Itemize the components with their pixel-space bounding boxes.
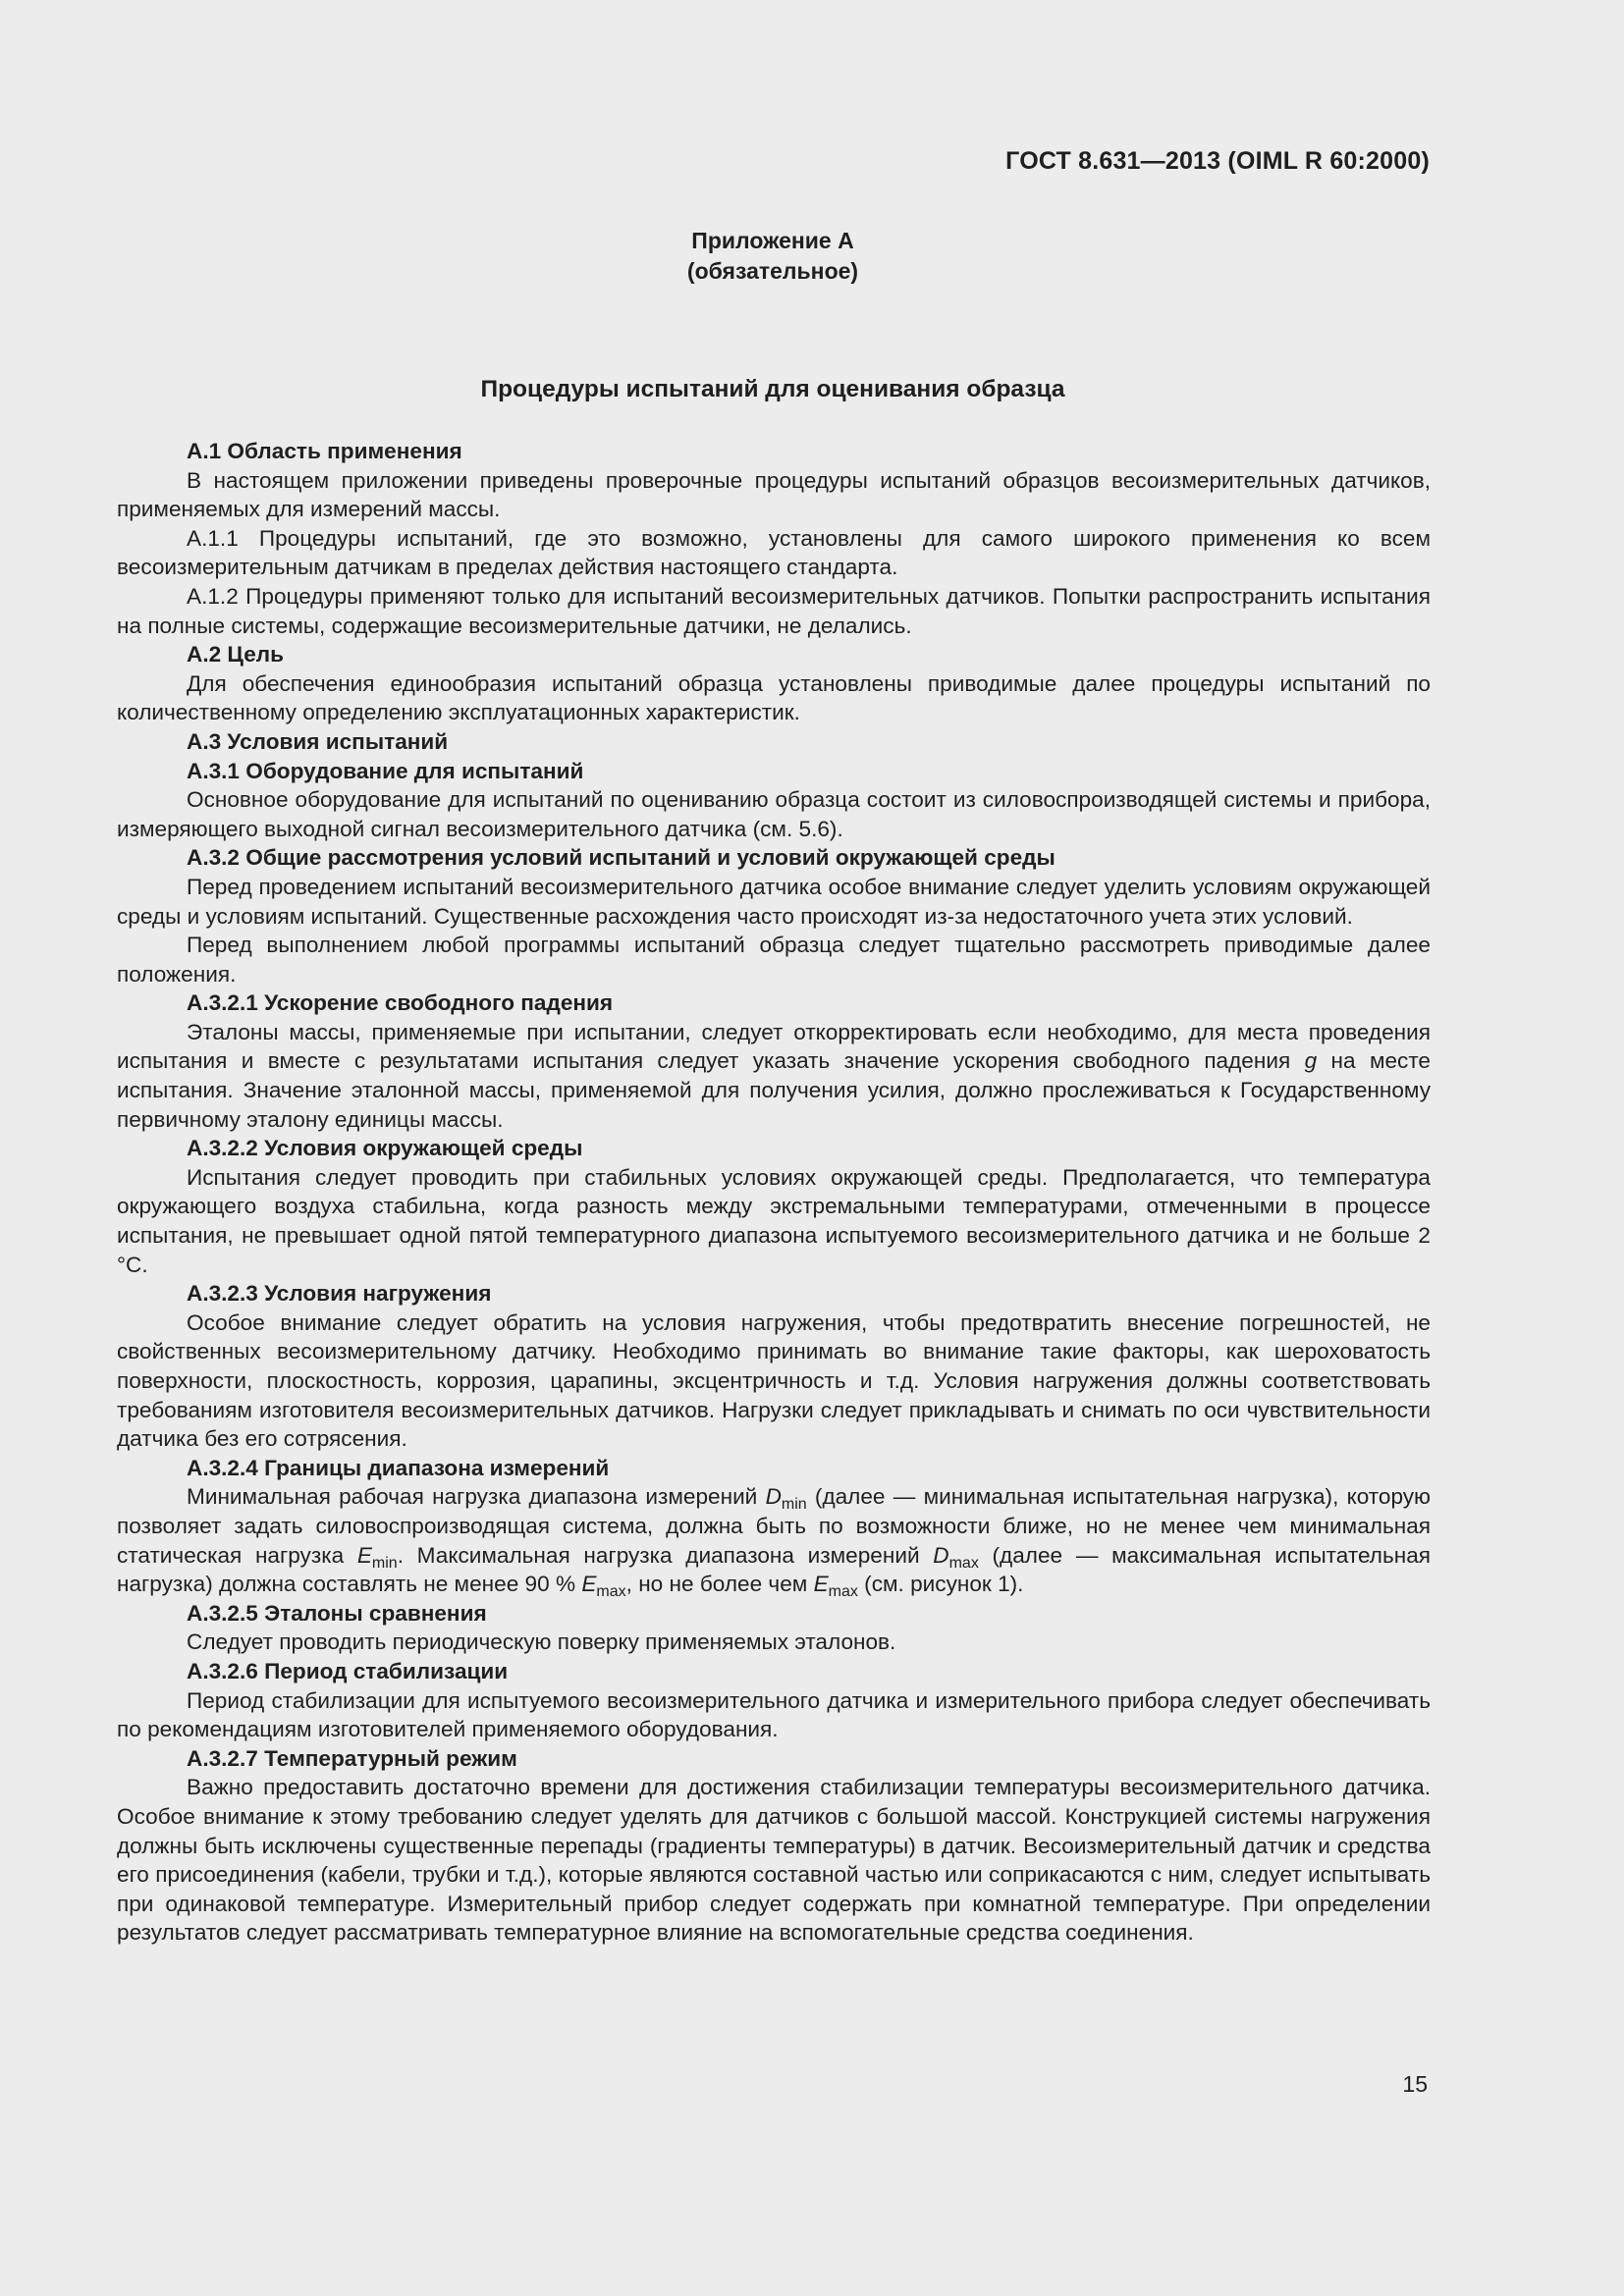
heading-a3-1: А.3.1 Оборудование для испытаний: [187, 758, 584, 783]
heading-a3-2-7: А.3.2.7 Температурный режим: [187, 1745, 517, 1771]
document-body: [117, 437, 1431, 1948]
paragraph-a3-2-6-text: Период стабилизации для испытуемого весоизмерительного датчика и измерительного прибора следует обеспечивать по рекомендациям изготовителей применяемого оборудования.: [117, 1687, 1431, 1742]
paragraph-a1-2: А.1.2 Процедуры применяют только для испытаний весоизмерительных датчиков. Попытки распространить испытания на полные системы, содержащие весоизмерительные датчики, не делались.: [117, 583, 1431, 638]
page-number: 15: [1402, 2071, 1428, 2097]
paragraph-a3-2-1-text: Эталоны массы, применяемые при испытании, следует откорректировать если необходимо, для места проведения испытания и вместе с результатами испытания следует указать значение ускорения свободного падения g на месте испытания. Значение эталонной массы, применяемой для получения усилия, должно прослеживаться к Государственному первичному эталону единицы массы.: [117, 1019, 1431, 1132]
paragraph-a3-2-5-text: Следует проводить периодическую поверку применяемых эталонов.: [187, 1629, 896, 1655]
symbol-g: g: [1304, 1048, 1318, 1074]
paragraph-a3-2-4-text: Минимальная рабочая нагрузка диапазона измерений $D_{min}$ (далее — минимальная испытательная нагрузка), которую позволяет задать силовоспроизводящая система, должна быть по возможности ближе, но не менее чем минимальная статическая нагрузка $E_{min}$. Максимальная нагрузка диапазона измерений $D_{max}$ (далее — максимальная испытательная нагрузка) должна составлять не менее 90 % $E_{max}$, но не более чем $E_{max}$ (см. рисунок 1).: [117, 1484, 1432, 1601]
paragraph-a3-2-2-text: Испытания следует проводить при стабильных условиях окружающей среды. Предполагается, что температура окружающего воздуха стабильна, когда разность между экстремальными температурами, отмеченными в процессе испытания, не превышает одной пятой температурного диапазона испытуемого весоизмерительного датчика и не больше 2 °С.: [117, 1164, 1431, 1277]
paragraph-a1: В настоящем приложении приведены проверочные процедуры испытаний образцов весоизмерительных датчиков, применяемых для измерений массы.: [117, 467, 1431, 522]
paragraph-a3-2-2: Перед выполнением любой программы испытаний образца следует тщательно рассмотреть приводимые далее положения.: [117, 933, 1431, 987]
heading-a3-2-6: А.3.2.6 Период стабилизации: [187, 1658, 509, 1683]
heading-a3-2-2: А.3.2.2 Условия окружающей среды: [187, 1136, 583, 1161]
heading-a3-2: А.3.2 Общие рассмотрения условий испытаний и условий окружающей среды: [187, 845, 1056, 871]
paragraph-a1-1: А.1.1 Процедуры испытаний, где это возможно, установлены для самого широкого применения ко всем весоизмерительным датчикам в пределах действия настоящего стандарта.: [117, 525, 1431, 580]
heading-a3-2-4: А.3.2.4 Границы диапазона измерений: [187, 1455, 610, 1480]
paragraph-a3-2-1: Перед проведением испытаний весоизмерительного датчика особое внимание следует уделить условиям окружающей среды и условиям испытаний. Существенные расхождения часто происходят из-за недостаточного учета этих условий.: [117, 874, 1431, 929]
standard-header: ГОСТ 8.631—2013 (OIML R 60:2000): [1005, 147, 1430, 175]
annex-heading: [0, 226, 1545, 287]
paragraph-a3-2-7-text: Важно предоставить достаточно времени для достижения стабилизации температуры весоизмерительного датчика. Особое внимание к этому требованию следует уделять для датчиков с большой массой. Конструкцией системы нагружения должны быть исключены существенные перепады (градиенты температуры) в датчик. Весоизмерительный датчик и средства его присоединения (кабели, трубки и т.д.), которые являются составной частью или соприкасаются с ним, следует испытывать при одинаковой температуре. Измерительный прибор следует содержать при комнатной температуре. При определении результатов следует рассматривать температурное влияние на вспомогательные средства соединения.: [117, 1775, 1431, 1946]
paragraph-a2: Для обеспечения единообразия испытаний образца установлены приводимые далее процедуры испытаний по количественному определению эксплуатационных характеристик.: [117, 670, 1431, 725]
annex-title: Приложение А: [691, 228, 854, 253]
heading-a2: А.2 Цель: [187, 642, 285, 667]
section-title: Процедуры испытаний для оценивания образца: [480, 376, 1065, 402]
heading-a1: А.1 Область применения: [187, 439, 462, 463]
heading-a3-2-3: А.3.2.3 Условия нагружения: [187, 1281, 492, 1307]
annex-status: (обязательное): [686, 258, 859, 284]
heading-a3: А.3 Условия испытаний: [187, 728, 449, 754]
paragraph-a3-1: Основное оборудование для испытаний по оцениванию образца состоит из силовоспроизводящей системы и прибора, измеряющего выходной сигнал весоизмерительного датчика (см. 5.6).: [117, 787, 1431, 841]
heading-a3-2-5: А.3.2.5 Эталоны сравнения: [187, 1600, 487, 1626]
heading-a3-2-1: А.3.2.1 Ускорение свободного падения: [187, 990, 614, 1016]
paragraph-a3-2-3-text: Особое внимание следует обратить на условия нагружения, чтобы предотвратить внесение погрешностей, не свойственных весоизмерительному датчику. Необходимо принимать во внимание такие факторы, как шероховатость поверхности, плоскостность, коррозия, царапины, эксцентричность и т.д. Условия нагружения должны соответствовать требованиям изготовителя весоизмерительных датчиков. Нагрузки следует прикладывать и снимать по оси чувствительности датчика без его сотрясения.: [117, 1309, 1431, 1452]
